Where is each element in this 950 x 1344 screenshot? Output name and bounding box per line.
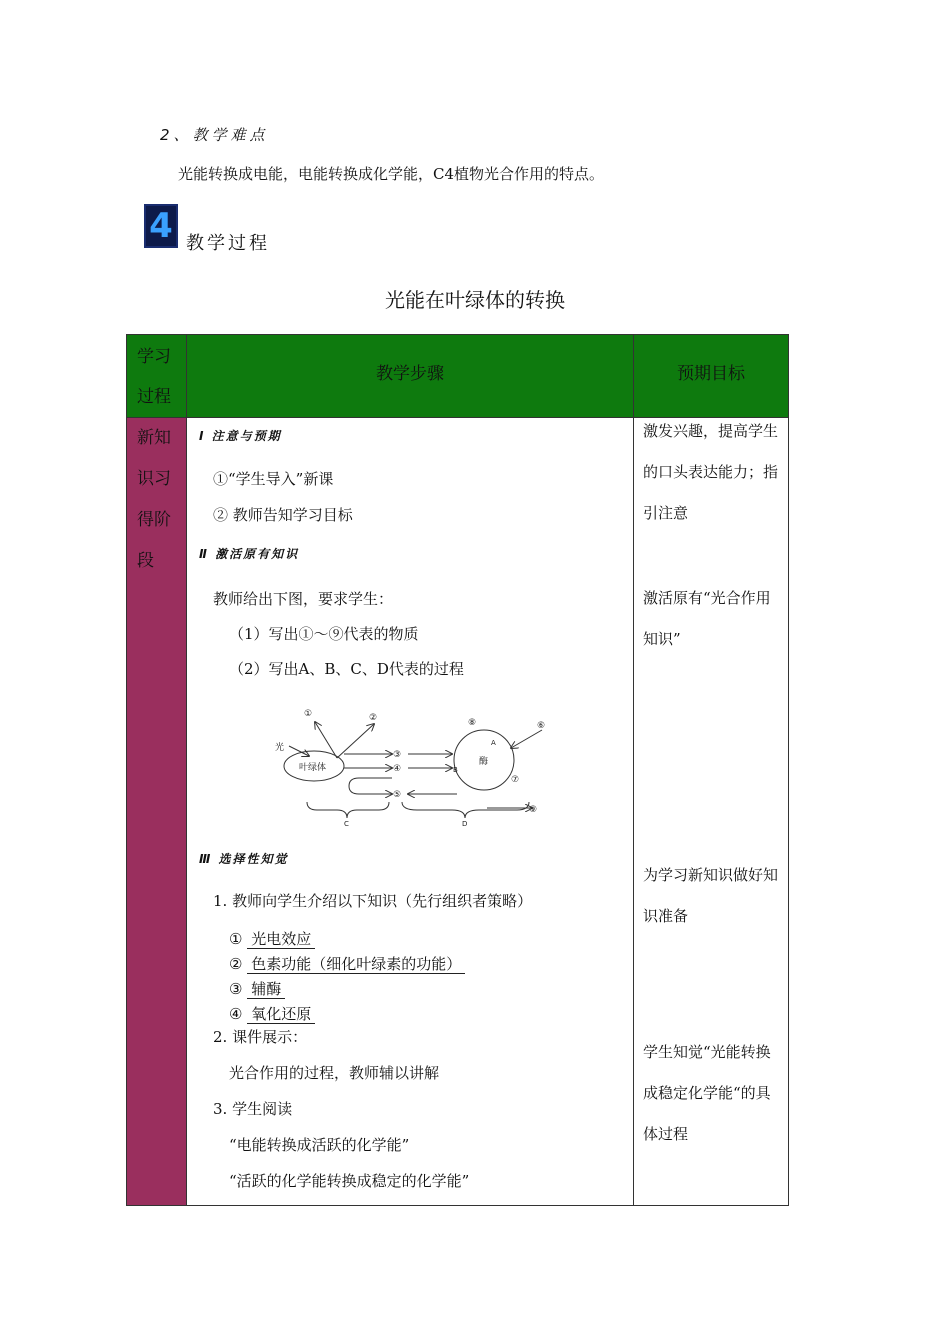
section-text: 光能转换成电能，电能转换成化学能，C4植物光合作用的特点。 <box>178 165 605 183</box>
label-letter-b: B <box>453 766 458 774</box>
goal-4: 学生知觉“光能转换成稳定化学能“的具体过程 <box>643 1043 771 1143</box>
document-title: 光能在叶绿体的转换 <box>385 288 565 312</box>
part3-item-2: 2. 课件展示： <box>213 1028 308 1046</box>
knowledge-item-4 <box>229 1003 315 1024</box>
part2-title: Ⅱ 激活原有知识 <box>199 547 300 561</box>
knowledge-item-3 <box>229 978 285 999</box>
part3-item-1: 1. 教师向学生介绍以下知识（先行组织者策略） <box>213 892 533 910</box>
header-steps-label: 教学步骤 <box>376 364 444 384</box>
knowledge-text: 光电效应 <box>247 930 315 949</box>
label-num-5: ⑤ <box>393 790 402 800</box>
goal-2: 激活原有“光合作用知识” <box>643 589 771 648</box>
label-num-8: ⑧ <box>468 718 477 728</box>
label-num-1: ① <box>304 709 313 719</box>
part1-item-2: ② 教师告知学习目标 <box>213 506 353 524</box>
label-enzyme: 酶 <box>479 757 489 767</box>
part3-item-3: 3. 学生阅读 <box>213 1100 293 1118</box>
section-heading: 2、教学难点 <box>160 126 269 144</box>
header-goals <box>634 335 788 417</box>
section-number-badge: 4 <box>144 204 178 248</box>
header-goals-label: 预期目标 <box>677 364 745 384</box>
reading-1: “电能转换成活跃的化学能” <box>229 1136 410 1154</box>
knowledge-item-1 <box>229 928 315 949</box>
label-letter-c: C <box>344 820 349 828</box>
label-num-6: ⑥ <box>537 721 546 731</box>
steps-cell <box>187 417 634 1205</box>
knowledge-text: 色素功能（细化叶绿素的功能） <box>247 955 465 974</box>
label-num-2: ② <box>369 713 378 723</box>
goals-cell <box>634 417 788 1205</box>
label-chloroplast: 叶绿体 <box>299 763 327 773</box>
part2-item-2: （2）写出A、B、C、D代表的过程 <box>229 660 464 678</box>
label-letter-a: A <box>491 739 496 747</box>
lesson-table <box>126 334 789 1206</box>
knowledge-text: 辅酶 <box>247 980 285 999</box>
label-light: 光 <box>275 743 285 753</box>
part1-title: Ⅰ 注意与预期 <box>199 429 282 443</box>
stage-cell <box>127 417 187 1205</box>
label-num-4: ④ <box>393 764 402 774</box>
photosynthesis-diagram <box>267 698 567 828</box>
part3-title: Ⅲ 选择性知觉 <box>199 852 289 866</box>
part2-item-1: （1）写出①～⑨代表的物质 <box>229 625 419 643</box>
knowledge-text: 氧化还原 <box>247 1005 315 1024</box>
part3-item-2-detail: 光合作用的过程，教师辅以讲解 <box>229 1064 440 1082</box>
label-num-9: ⑨ <box>529 805 538 815</box>
knowledge-item-2 <box>229 953 465 974</box>
stage-label: 新知识习得阶段 <box>137 428 171 571</box>
label-num-3: ③ <box>393 750 402 760</box>
knowledge-num: ③ <box>229 980 243 998</box>
knowledge-num: ④ <box>229 1005 243 1023</box>
header-stage <box>127 335 187 417</box>
knowledge-num: ① <box>229 930 243 948</box>
part1-item-1: ①“学生导入”新课 <box>213 470 334 488</box>
label-num-7: ⑦ <box>511 775 520 785</box>
header-steps <box>187 335 634 417</box>
goal-3: 为学习新知识做好知识准备 <box>643 866 779 925</box>
part2-intro: 教师给出下图，要求学生： <box>213 590 394 608</box>
label-letter-d: D <box>462 820 468 828</box>
header-stage-label: 学习过程 <box>137 347 171 407</box>
knowledge-num: ② <box>229 955 243 973</box>
process-title: 教学过程 <box>186 233 270 254</box>
goal-1: 激发兴趣，提高学生的口头表达能力；指引注意 <box>643 422 779 522</box>
reading-2: “活跃的化学能转换成稳定的化学能” <box>229 1172 470 1190</box>
